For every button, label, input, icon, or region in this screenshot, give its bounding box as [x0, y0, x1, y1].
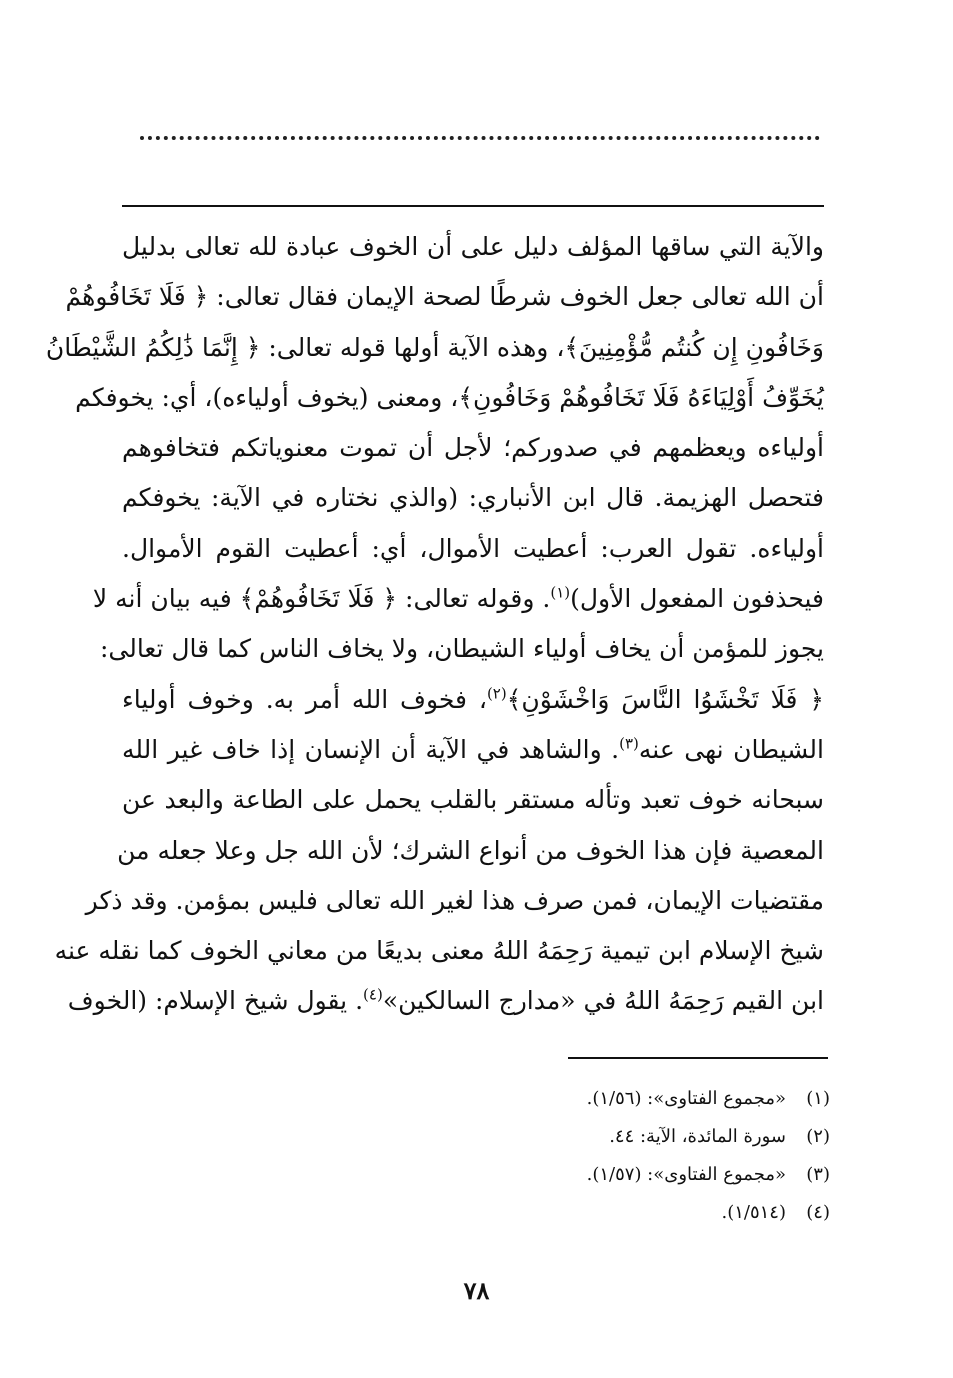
text-line-1: والآية التي ساقها المؤلف دليل على أن الخوف عبادة لله تعالى بدليل — [122, 232, 824, 261]
text-line-7: أولياءه. تقول العرب: أعطيت الأموال، أي: أعطيت القوم الأموال. — [122, 533, 824, 563]
text-line-10 — [122, 675, 824, 725]
footnote-number: (٤) — [806, 1202, 830, 1223]
footnotes-list — [300, 1080, 830, 1232]
footnote-rule — [568, 1057, 828, 1059]
text-line-12: سبحانه خوف تعبد وتأله مستقر بالقلب يحمل على الطاعة والبعد عن — [122, 785, 824, 815]
text-line-8 — [92, 574, 824, 624]
text-line-11 — [122, 725, 824, 775]
text-line-9: يجوز للمؤمن أن يخاف أولياء الشيطان، ولا يخاف الناس كما قال تعالى: — [99, 634, 824, 664]
page-number: ٧٨ — [463, 1276, 490, 1305]
text-line-13: المعصية فإن هذا الخوف من أنواع الشرك؛ لأن الله جل وعلا جعله من — [117, 835, 824, 865]
footnote-text: سورة المائدة، الآية: ٤٤. — [609, 1126, 786, 1147]
text-line-5: أولياءه ويعظمهم في صدوركم؛ لأجل أن تموت معنوياتكم فتخافوهم — [122, 433, 824, 463]
text-line-10-start: ﴿ فَلَا تَخْشَوُا النَّاسَ وَاخْشَوْنِ﴾ — [506, 684, 824, 714]
footnote-ref-1[interactable]: (١) — [550, 583, 571, 602]
header-rule — [122, 205, 824, 207]
text-line-10-end: ، فخوف الله أمر به. وخوف أولياء — [122, 684, 487, 714]
footnote-text: (١/٥١٤). — [721, 1202, 786, 1223]
text-line-8-start: فيحذفون المفعول الأول) — [570, 584, 824, 614]
footnote-text: «مجموع الفتاوى»: (١/٥٦). — [586, 1088, 786, 1109]
text-line-16 — [67, 976, 824, 1026]
header-dotted-line — [140, 136, 820, 160]
text-line-2: أن الله تعالى جعل الخوف شرطًا لصحة الإيمان فقال تعالى: ﴿ فَلَا تَخَافُوهُمْ — [65, 282, 824, 312]
footnote-4 — [300, 1194, 830, 1232]
text-line-15: شيخ الإسلام ابن تيمية رَحِمَهُ اللهُ معنى بديعًا من معاني الخوف كما نقله عنه — [54, 936, 824, 966]
text-line-16-start: ابن القيم رَحِمَهُ اللهُ في «مدارج السالكين» — [382, 986, 824, 1016]
text-line-3: وَخَافُونِ إِن كُنتُم مُّؤْمِنِينَ﴾، وهذه الآية أولها قوله تعالى: ﴿ إِنَّمَا ذَٰلِكُمُ الشَّيْطَانُ — [45, 332, 824, 362]
text-line-6: فتحصل الهزيمة. قال ابن الأنباري: (والذي نختاره في الآية: يخوفكم — [122, 483, 824, 513]
footnote-number: (٢) — [806, 1126, 830, 1147]
footnote-number: (٣) — [806, 1164, 830, 1185]
footnote-number: (١) — [806, 1088, 830, 1109]
text-line-11-end: . والشاهد في الآية أن الإنسان إذا خاف غير الله — [122, 734, 620, 764]
main-paragraph — [45, 222, 824, 1027]
text-line-16-end: . يقول شيخ الإسلام: (الخوف — [67, 986, 364, 1016]
text-line-14: مقتضيات الإيمان، فمن صرف هذا لغير الله تعالى فليس بمؤمن. وقد ذكر — [85, 885, 824, 915]
footnote-ref-2[interactable]: (٢) — [486, 684, 507, 703]
footnote-2 — [300, 1118, 830, 1156]
text-line-11-start: الشيطان نهى عنه — [638, 734, 824, 764]
footnote-ref-3[interactable]: (٣) — [619, 734, 639, 753]
text-line-4: يُخَوِّفُ أَوْلِيَاءَهُ فَلَا تَخَافُوهُمْ وَخَافُونِ﴾، ومعنى (يخوف أولياءه)، أي: يخوفكم — [75, 382, 824, 412]
footnote-3 — [300, 1156, 830, 1194]
text-line-8-end: . وقوله تعالى: ﴿ فَلَا تَخَافُوهُمْ﴾ فيه بيان أنه لا — [92, 584, 551, 614]
footnote-1 — [300, 1080, 830, 1118]
footnote-ref-4[interactable]: (٤) — [363, 986, 383, 1005]
footnote-text: «مجموع الفتاوى»: (١/٥٧). — [586, 1164, 786, 1185]
